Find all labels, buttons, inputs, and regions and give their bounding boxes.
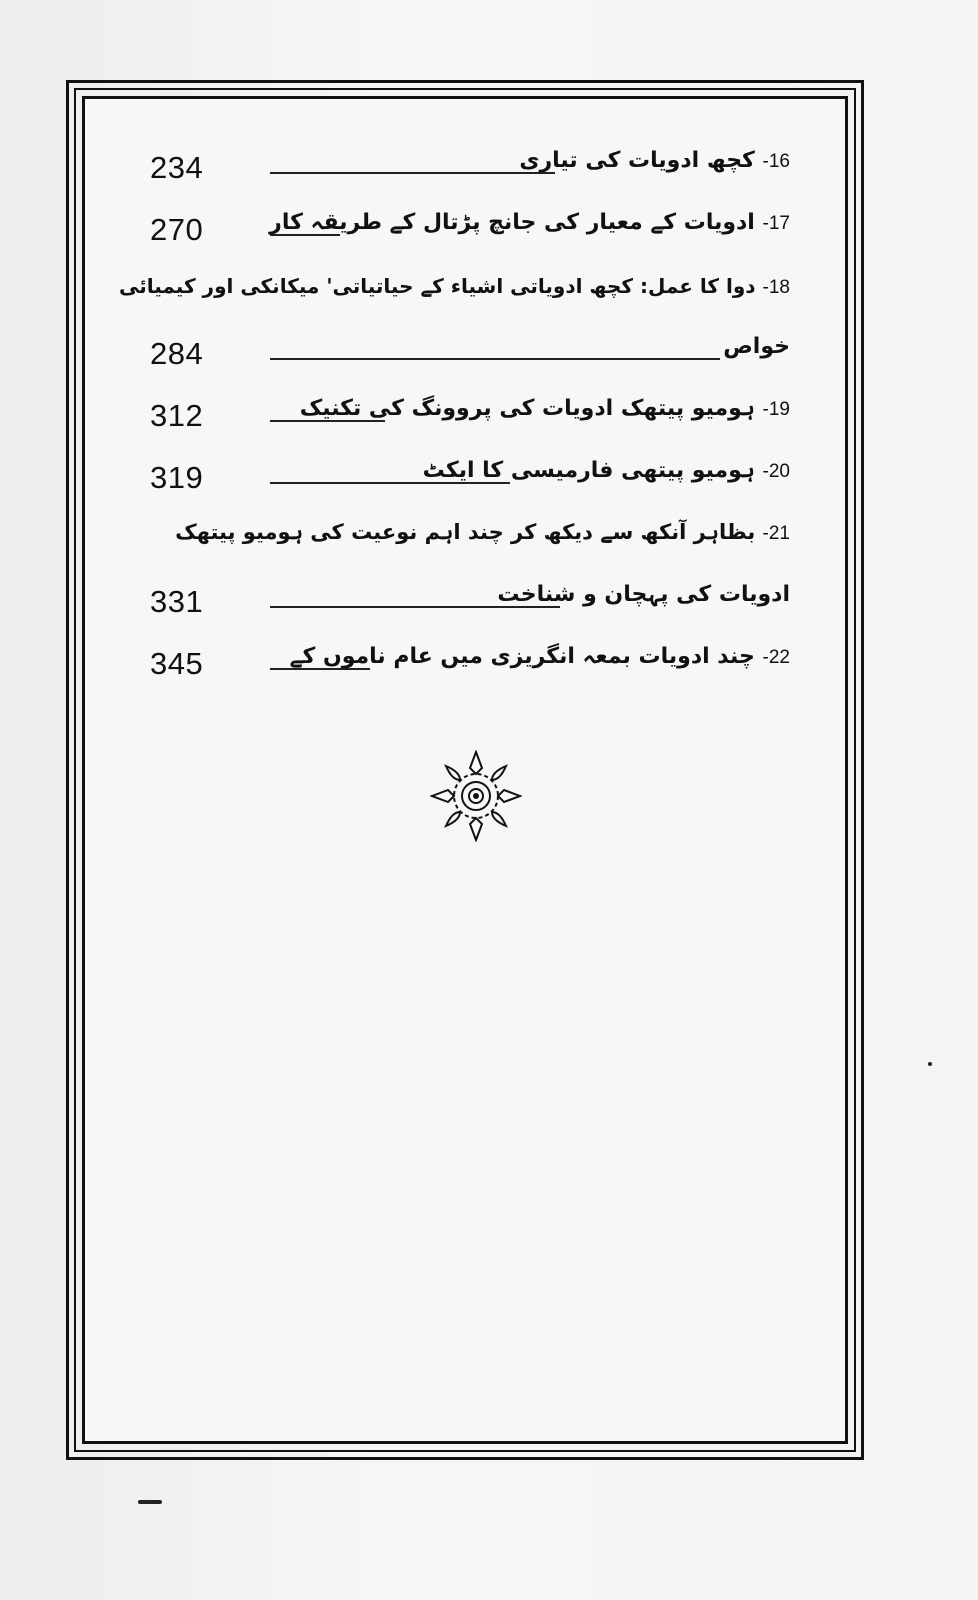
toc-page-number: 319 xyxy=(150,460,204,495)
toc-entry-20[interactable] xyxy=(140,452,790,502)
toc-entry-18-cont[interactable] xyxy=(140,328,790,378)
toc-entry-title: 20- ہومیو پیتھی فارمیسی کا ایکٹ xyxy=(422,458,790,483)
toc-entry-21[interactable] xyxy=(140,514,790,564)
toc-entry-18[interactable] xyxy=(118,268,790,318)
toc-page-number: 284 xyxy=(150,336,204,371)
toc-entry-title: 22- چند ادویات بمعہ انگریزی میں عام ناموں کے xyxy=(289,644,790,669)
table-of-contents xyxy=(0,0,978,720)
toc-entry-21-cont[interactable] xyxy=(140,576,790,626)
toc-leader-line xyxy=(270,172,555,174)
toc-entry-title: 19- ہومیو پیتھک ادویات کی پروونگ کی تکنیک xyxy=(299,396,790,421)
toc-page-number: 331 xyxy=(150,584,204,619)
toc-entry-title: ادویات کی پہچان و شناخت xyxy=(497,582,790,607)
toc-entry-title: خواص xyxy=(723,334,790,359)
toc-entry-title: 18- دوا کا عمل: کچھ ادویاتی اشیاء کے حیاتیاتی' میکانکی اور کیمیائی xyxy=(118,274,790,298)
toc-entry-title: 17- ادویات کے معیار کی جانچ پڑتال کے طریقہ کار xyxy=(269,210,790,235)
toc-entry-16[interactable] xyxy=(140,142,790,192)
floral-ornament-icon xyxy=(430,750,522,842)
toc-page-number: 234 xyxy=(150,150,204,185)
toc-entry-19[interactable] xyxy=(140,390,790,440)
toc-entry-22[interactable] xyxy=(140,638,790,688)
toc-page-number: 270 xyxy=(150,212,204,247)
toc-entry-title: 21- بظاہر آنکھ سے دیکھ کر چند اہم نوعیت کی ہومیو پیتھک xyxy=(175,520,790,544)
print-mark xyxy=(138,1500,162,1504)
toc-page-number: 312 xyxy=(150,398,204,433)
toc-page-number: 345 xyxy=(150,646,204,681)
toc-entry-title: 16- کچھ ادویات کی تیاری xyxy=(519,148,790,173)
toc-leader-line xyxy=(270,358,720,360)
print-speck xyxy=(928,1062,932,1066)
toc-entry-17[interactable] xyxy=(140,204,790,254)
